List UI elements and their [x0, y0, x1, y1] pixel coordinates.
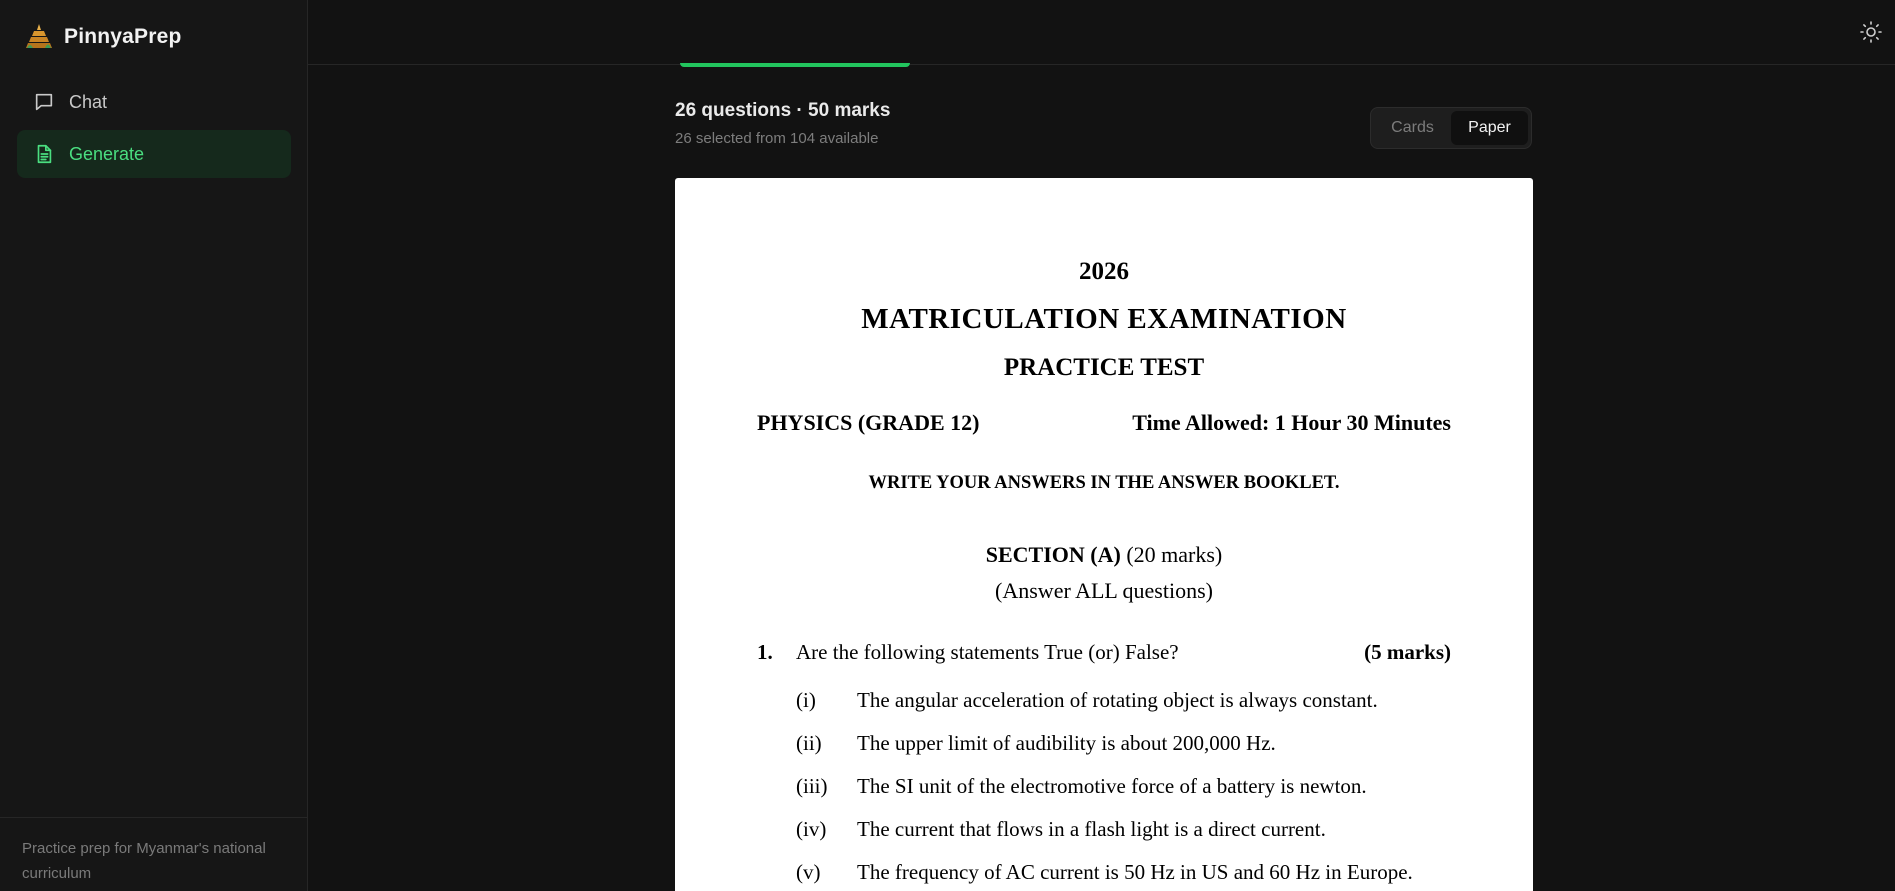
- question-text: Are the following statements True (or) False?: [796, 640, 1179, 664]
- item-label: (iv): [796, 817, 827, 841]
- item-text: The SI unit of the electromotive force of a battery is newton.: [857, 774, 1367, 798]
- item-label: (ii): [796, 731, 822, 755]
- item-label: (iii): [796, 774, 828, 798]
- exam-paper: [675, 178, 1533, 891]
- section-heading: [675, 542, 1533, 568]
- paper-time-allowed: Time Allowed: 1 Hour 30 Minutes: [1132, 410, 1451, 435]
- paper-instruction: WRITE YOUR ANSWERS IN THE ANSWER BOOKLET.: [868, 473, 1340, 493]
- summary-title: 26 questions · 50 marks: [675, 100, 891, 121]
- generate-button-edge[interactable]: [680, 63, 910, 67]
- section-note: (Answer ALL questions): [995, 578, 1213, 603]
- paper-exam-title: MATRICULATION EXAMINATION: [861, 303, 1347, 335]
- sidebar-nav: [17, 78, 291, 182]
- brand[interactable]: [24, 20, 182, 54]
- paper-summary: [675, 100, 890, 147]
- sidebar-item-chat[interactable]: [17, 78, 291, 126]
- list-item: [796, 774, 1476, 817]
- question-number: 1.: [757, 640, 773, 664]
- topbar: [308, 0, 1895, 65]
- app-name: PinnyaPrep: [64, 25, 182, 48]
- paper-test-title: PRACTICE TEST: [1003, 354, 1205, 381]
- list-item: [796, 817, 1476, 860]
- cards-view-button[interactable]: Cards: [1391, 119, 1434, 136]
- paper-subject: PHYSICS (GRADE 12): [757, 410, 980, 435]
- view-toggle: [1370, 107, 1532, 149]
- pagoda-logo-icon: [24, 22, 54, 52]
- summary-subtitle: 26 selected from 104 available: [675, 130, 879, 147]
- chat-icon: [33, 91, 55, 113]
- question-marks: (5 marks): [1364, 640, 1451, 664]
- item-text: The frequency of AC current is 50 Hz in US and 60 Hz in Europe.: [857, 860, 1413, 884]
- list-item: [796, 860, 1476, 891]
- question-items: [796, 688, 1476, 891]
- item-text: The current that flows in a flash light is a direct current.: [857, 817, 1326, 841]
- document-icon: [33, 143, 55, 165]
- item-text: The angular acceleration of rotating object is always constant.: [857, 688, 1378, 712]
- item-text: The upper limit of audibility is about 200,000 Hz.: [857, 731, 1276, 755]
- sidebar: [0, 0, 308, 891]
- paper-year: 2026: [1079, 258, 1129, 285]
- item-label: (v): [796, 860, 821, 884]
- item-label: (i): [796, 688, 816, 712]
- section-name: SECTION (A): [985, 542, 1121, 567]
- list-item: [796, 688, 1476, 731]
- list-item: [796, 731, 1476, 774]
- sidebar-item-generate[interactable]: [17, 130, 291, 178]
- sidebar-item-label: Chat: [69, 91, 108, 112]
- sun-icon[interactable]: [1859, 20, 1883, 44]
- sidebar-footer: Practice prep for Myanmar's national curriculum: [0, 817, 308, 891]
- paper-view-button[interactable]: Paper: [1451, 111, 1528, 145]
- sidebar-item-label: Generate: [69, 143, 145, 164]
- section-marks: (20 marks): [1126, 542, 1223, 567]
